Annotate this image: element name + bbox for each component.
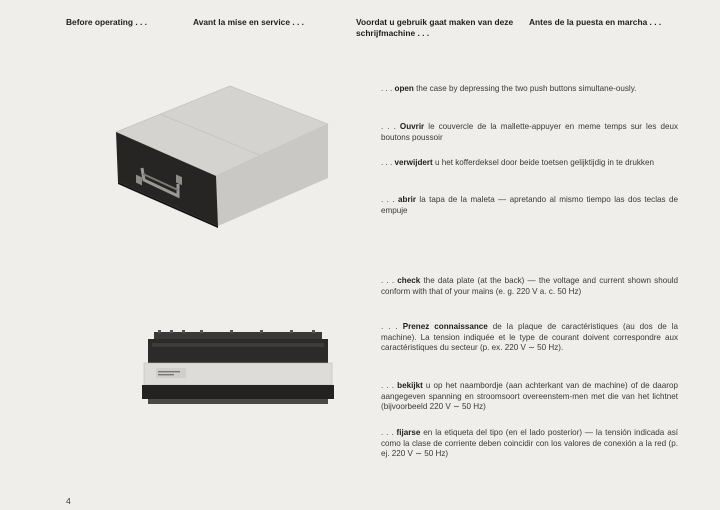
header-french: Avant la mise en service . . . [193, 17, 304, 27]
open-french: . . . Ouvrir le couvercle de la mallette-appuyer en meme temps sur les deux boutons poussoir [381, 122, 679, 142]
typewriter-case-illustration [112, 82, 334, 228]
typewriter-back-illustration [140, 330, 336, 406]
header-spanish: Antes de la puesta en marcha . . . [529, 17, 662, 27]
header-dutch: Voordat u gebruik gaat maken van deze schrijfmachine . . . [356, 17, 514, 38]
open-dutch: . . . verwijdert u het kofferdeksel door beide toetsen gelijktijdig in te drukken [381, 158, 654, 167]
check-french: . . . Prenez connaissance de la plaque de caractéristiques (au dos de la machine). La tension indiquée et le type de courant doivent correspondre aux caractéristiques du secteur (p. ex. 220 V ∼ 50 Hz). [381, 322, 679, 353]
header-english: Before operating . . . [66, 17, 147, 27]
open-spanish: . . . abrir la tapa de la maleta — apretando al mismo tiempo las dos teclas de empuje [381, 195, 678, 215]
check-spanish: . . . fijarse en la etiqueta del tipo (en el lado posterior) — la tensión indicada así como la clase de corriente deben coincidir con los valores de conexión a la red (p. ej. 220 V ∼ 50 Hz) [381, 428, 679, 459]
page-number: 4 [66, 496, 71, 506]
check-dutch: . . . bekijkt u op het naambordje (aan achterkant van de machine) of de daarop aangegeven spanning en stroomsoort overeenstem-men met die van het lichtnet (bijvoorbeeld 220 V ∼ 50 Hz) [381, 381, 679, 412]
check-english: . . . check the data plate (at the back) — the voltage and current shown should conform with that of your mains (e. g. 220 V a. c. 50 Hz) [381, 276, 679, 296]
open-english: . . . open the case by depressing the two push buttons simultane-ously. [381, 84, 637, 93]
